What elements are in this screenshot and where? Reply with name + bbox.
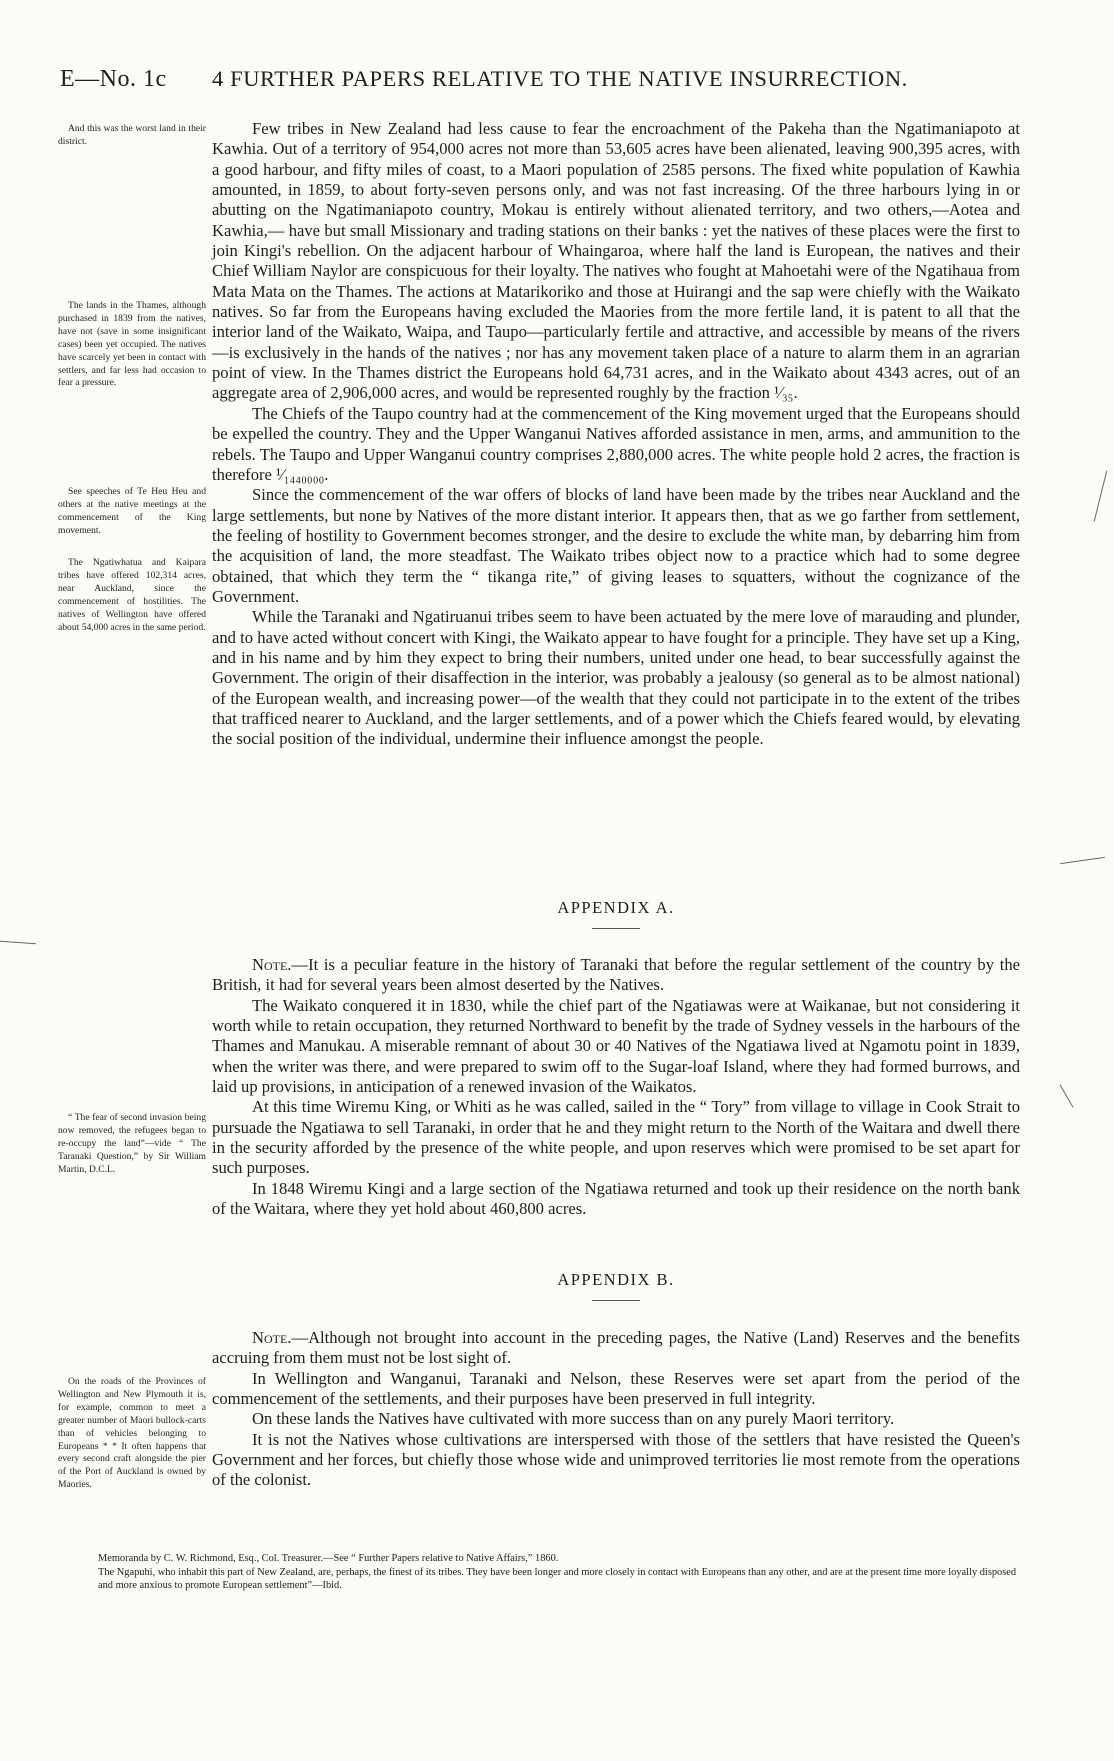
margin-mark [1060, 1084, 1074, 1107]
footnote-memoranda: Memoranda by C. W. Richmond, Esq., Col. Treasurer.—See “ Further Papers relative to Native Affairs,” 1860. [98, 1553, 559, 1564]
paragraph-war-offers: Since the commencement of the war offers of blocks of land have been made by the tribes near Auckland and the large settlements, but none by Natives of the more distant interior. It appears then, that as we go farther from settlement, the feeling of hostility to Government becomes stronger, and the desire to exclude the white man, by debarring him from the acquisition of land, the more steadfast. The Waikato tribes object now to a practice which had to some degree obtained, that which they term the “ tikanga rite,” of giving leases to squatters, without the cognizance of the Government. [212, 485, 1020, 606]
appendix-a-note: Note.—It is a peculiar feature in the history of Taranaki that before the regular settlement of the country by the British, it had for several years been almost deserted by the Natives. [212, 955, 1020, 995]
paragraph-kawhia: Few tribes in New Zealand had less cause to fear the encroachment of the Pakeha than the Ngatimaniapoto at Kawhia. Out of a territory of 954,000 acres not more than 53,605 acres have been alienated, leaving 900,395 acres, with a good harbour, and fifty miles of coast, to a Maori population of 2585 persons. The fixed white population of Kawhia amounted, in 1859, to about forty-seven persons only, and was not fast increasing. Of the three harbours lying in or abutting on the Ngatimaniapoto country, Mokau is entirely without alienated territory, and two others,—Aotea and Kawhia,— have but small Missionary and trading stations on their banks : yet the natives of these places were the first to join Kingi's rebellion. On the adjacent harbour of Whaingaroa, where half the land is European, the natives and their Chief William Naylor are conspicuous for their loyalty. The natives who fought at Mahoetahi were of the Ngatihaua from Mata Mata on the Thames. The actions at Matarikoriko and those at Huirangi and the sap were chiefly with the Waikato natives. So far from the Europeans having excluded the Maories from the more fertile land, it is patent to all that the interior land of the Waikato, Waipa, and Taupo—particularly fertile and attractive, and accessible by means of the rivers—is exclusively in the hands of the natives ; nor has any movement taken place of a nature to alarm them in an agrarian point of view. In the Thames district the Europeans hold 64,731 acres, and in the Waikato about 4343 acres, out of an aggregate area of 2,906,000 acres, and would be represented roughly by the fraction ¹⁄₃₅. [212, 119, 1020, 403]
note-label: Note. [252, 1328, 292, 1347]
side-note-thames-lands: The lands in the Thames, although purchased in 1839 from the natives, have not (save in some insignificant cases) been yet occupied. The natives have scarcely yet been in contact with settlers, and far less had occasion to fear a pressure. [58, 300, 206, 389]
side-note-te-heu-heu: See speeches of Te Heu Heu and others at the native meetings at the commencement of the King movement. [58, 486, 206, 536]
footnote-ngapuhi: The Ngapuhi, who inhabit this part of New Zealand, are, perhaps, the finest of its tribes. They have been longer and more closely in contact with Europeans than any other, and are at the present time more loyally disposed and more anxious to promote European settlement”—Ibid. [98, 1566, 1017, 1591]
appendix-b-heading: APPENDIX B. [557, 1270, 675, 1289]
appendix-b-resisted: It is not the Natives whose cultivations are interspersed with those of the settlers that have resisted the Queen's Government and her forces, but chiefly those whose wide and unimproved territories lie most remote from the operations of the colonist. [212, 1429, 1020, 1490]
appendix-a-rule [592, 928, 640, 929]
paragraph-taupo: The Chiefs of the Taupo country had at the commencement of the King movement urged that the Europeans should be expelled the country. They and the Upper Wanganui Natives afforded assistance in men, arms, and ammunition to the rebels. The Taupo and Upper Wanganui country comprises 2,880,000 acres. The white people hold 2 acres, the fraction is therefore ¹⁄₁₄₄₀₀₀₀. [212, 403, 1020, 484]
page-title: 4 FURTHER PAPERS RELATIVE TO THE NATIVE INSURRECTION. [212, 66, 908, 91]
side-note-fear-of-invasion: “ The fear of second invasion being now removed, the refugees began to re-occupy the land”—vide “ The Taranaki Question,” by Sir William Martin, D.C.L. [58, 1112, 206, 1175]
margin-mark [0, 941, 36, 945]
side-note-worst-land: And this was the worst land in their district. [58, 123, 206, 147]
appendix-b-rule [592, 1300, 640, 1301]
note-label: Note. [252, 955, 292, 974]
fraction-thames: ¹⁄₃₅. [774, 383, 798, 403]
appendix-a-waikato: The Waikato conquered it in 1830, while the chief part of the Ngatiawas were at Waikanae, but not considering it worth while to retain occupation, they returned Northward to benefit by the trade of Sydney vessels in the harbours of the Thames and Manukau. A miserable remnant of about 30 or 40 Natives of the Ngatiawa lived at Ngamotu point in 1839, when the writer was there, and were prepared to swim off to the Sugar-loaf Island, where they had formed burrows, and laid up provisions, in anticipation of a renewed invasion of the Waikatos. [212, 995, 1020, 1097]
margin-mark [1060, 857, 1105, 864]
margin-mark [1094, 471, 1108, 522]
paragraph-taranaki-tribes: While the Taranaki and Ngatiruanui tribes seem to have been actuated by the mere love of marauding and plunder, and to have acted without concert with Kingi, the Waikato appear to have fought for a principle. They have set up a King, and in his name and by him they expect to bring their numbers, united under one head, to bear successfully against the Government. The origin of their disaffection in the interior, was probably a jealousy (so general as to be almost national) of the European wealth, and increasing power—of the wealth that they could not participate in to the extent of the tribes that trafficed nearer to Auckland, and the larger settlements, and of a power which the Chiefs feared would, by elevating the social position of the individual, undermine their influence amongst the people. [212, 607, 1020, 749]
appendix-a-wiremu-king: At this time Wiremu King, or Whiti as he was called, sailed in the “ Tory” from village to village in Cook Strait to pursuade the Ngatiawa to sell Taranaki, in order that he and they might return to the North of the Waitara and dwell there in the security afforded by the presence of the white people, and upon reserves which were promised to be set apart for such purposes. [212, 1097, 1020, 1178]
fraction-taupo: ¹⁄₁₄₄₀₀₀₀. [276, 464, 329, 484]
appendix-a-text [212, 955, 1020, 1219]
appendix-b-text [212, 1328, 1020, 1491]
side-note-roads-of-provinces: On the roads of the Provinces of Wellington and New Plymouth it is, for example, common to meet a greater number of Maori bullock-carts than of vehicles belonging to Europeans * * It often happens that every second craft alongside the pier of the Port of Auckland is owned by Maories. [58, 1376, 206, 1491]
appendix-b-reserves: In Wellington and Wanganui, Taranaki and Nelson, these Reserves were set apart from the period of the commencement of the settlements, and their purposes have been preserved in full integrity. [212, 1368, 1020, 1409]
footnotes [98, 1552, 1028, 1593]
main-text [212, 119, 1020, 750]
document-number: E—No. 1c [60, 66, 167, 92]
appendix-b-cultivation: On these lands the Natives have cultivated with more success than on any purely Maori territory. [252, 1409, 895, 1429]
appendix-b-note: Note.—Although not brought into account in the preceding pages, the Native (Land) Reserves and the benefits accruing from them must not be lost sight of. [212, 1328, 1020, 1368]
side-note-ngatiwhatua: The Ngatiwhatua and Kaipara tribes have offered 102,314 acres, near Auckland, since the commencement of hostilities. The natives of Wellington have offered about 54,000 acres in the same period. [58, 557, 206, 633]
appendix-a-heading: APPENDIX A. [557, 898, 675, 917]
appendix-a-1848: In 1848 Wiremu Kingi and a large section of the Ngatiawa returned and took up their residence on the north bank of the Waitara, where they yet hold about 460,800 acres. [212, 1178, 1020, 1219]
